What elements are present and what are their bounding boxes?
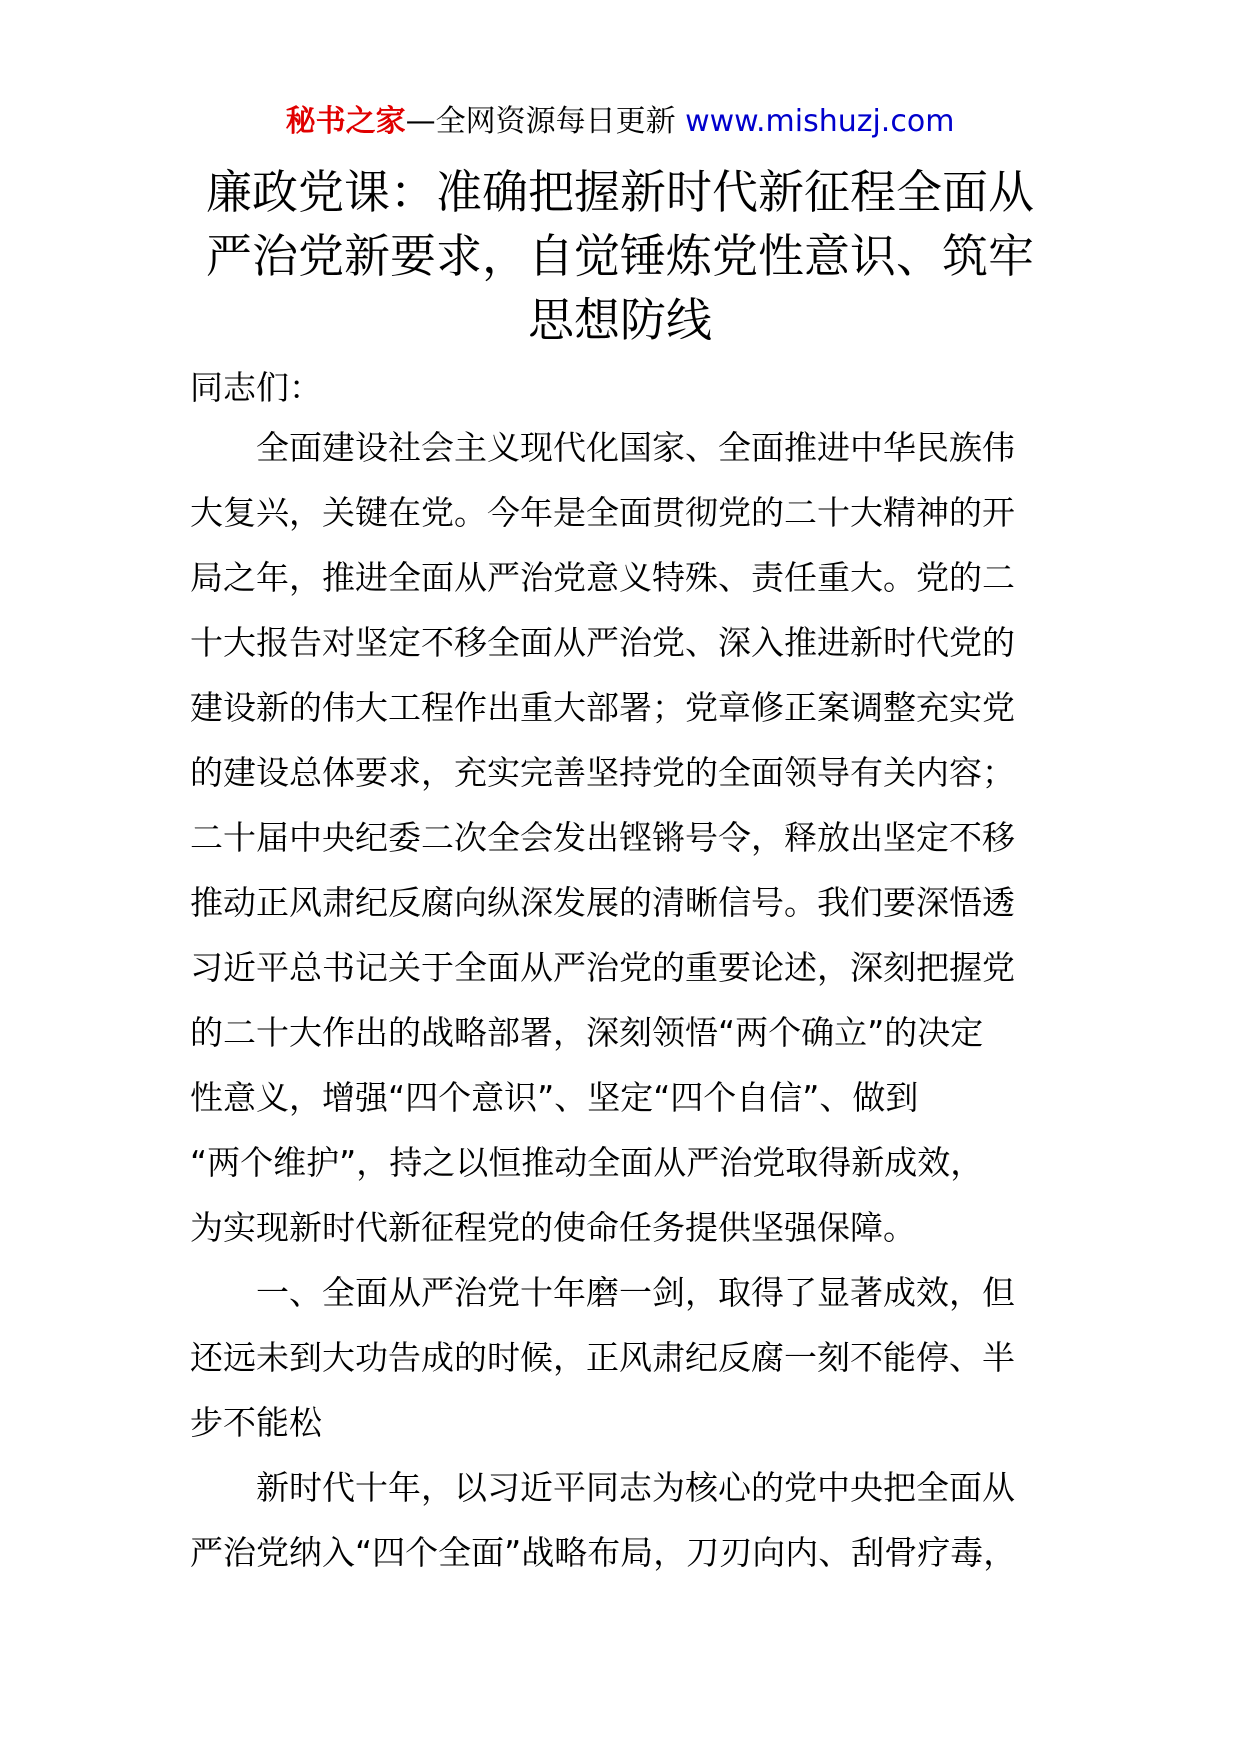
paragraph-intro <box>190 415 1050 1260</box>
text-line: 严治党纳入“四个全面”战略布局，刀刃向内、刮骨疗毒， <box>190 1533 1017 1572</box>
text-line: 建设新的伟大工程作出重大部署；党章修正案调整充实党 <box>190 688 1015 727</box>
text-line: 十大报告对坚定不移全面从严治党、深入推进新时代党的 <box>190 623 1015 662</box>
text-line: 的二十大作出的战略部署，深刻领悟“两个确立”的决定 <box>190 1013 984 1052</box>
text-line: 的建设总体要求，充实完善坚持党的全面领导有关内容； <box>190 753 1015 792</box>
heading-line: 一、全面从严治党十年磨一剑，取得了显著成效，但 <box>256 1273 1015 1312</box>
text-line: 二十届中央纪委二次全会发出铿锵号令，释放出坚定不移 <box>190 818 1015 857</box>
section-heading-1 <box>190 1260 1050 1455</box>
text-line: 大复兴，关键在党。今年是全面贯彻党的二十大精神的开 <box>190 493 1015 532</box>
title-line: 廉政党课：准确把握新时代新征程全面从 <box>206 165 1034 219</box>
heading-line: 步不能松 <box>190 1403 322 1442</box>
text-line: 全面建设社会主义现代化国家、全面推进中华民族伟 <box>256 428 1015 467</box>
document-body <box>190 360 1050 1585</box>
text-line: 局之年，推进全面从严治党意义特殊、责任重大。党的二 <box>190 558 1015 597</box>
document-title <box>190 160 1050 352</box>
site-url[interactable]: www.mishuzj.com <box>675 104 955 139</box>
text-line: 性意义，增强“四个意识”、坚定“四个自信”、做到 <box>190 1078 919 1117</box>
title-line: 严治党新要求，自觉锤炼党性意识、筑牢 <box>206 229 1034 283</box>
header-tagline: —全网资源每日更新 <box>405 104 676 139</box>
salutation: 同志们： <box>190 368 322 407</box>
text-line: 新时代十年，以习近平同志为核心的党中央把全面从 <box>256 1468 1015 1507</box>
title-line: 思想防线 <box>528 293 712 347</box>
brand-name: 秘书之家 <box>285 104 406 139</box>
text-line: “两个维护”，持之以恒推动全面从严治党取得新成效， <box>190 1143 984 1182</box>
heading-line: 还远未到大功告成的时候，正风肃纪反腐一刻不能停、半 <box>190 1338 1015 1377</box>
text-line: 推动正风肃纪反腐向纵深发展的清晰信号。我们要深悟透 <box>190 883 1015 922</box>
text-line: 习近平总书记关于全面从严治党的重要论述，深刻把握党 <box>190 948 1015 987</box>
site-header <box>0 100 1240 144</box>
text-line: 为实现新时代新征程党的使命任务提供坚强保障。 <box>190 1208 916 1247</box>
paragraph-section-1 <box>190 1455 1050 1585</box>
